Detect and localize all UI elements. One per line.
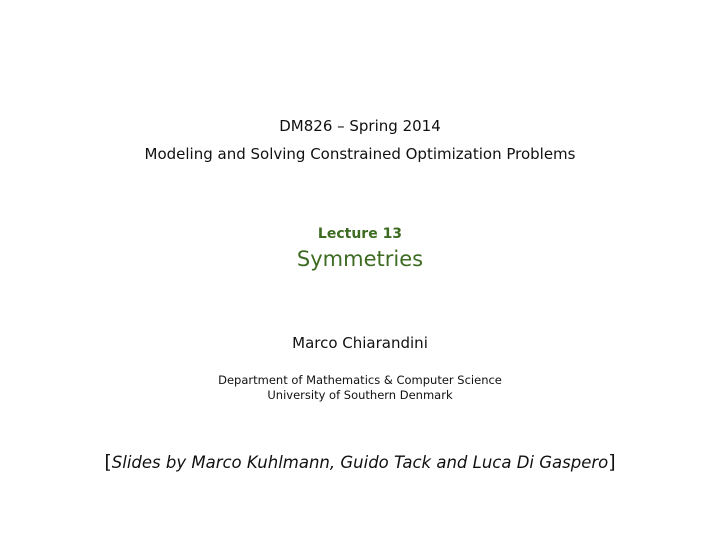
credits-open-bracket: [ xyxy=(104,451,112,473)
credits-close-bracket: ] xyxy=(608,451,616,473)
course-subtitle: Modeling and Solving Constrained Optimization Problems xyxy=(144,145,576,163)
university: University of Southern Denmark xyxy=(267,388,453,402)
lecture-number: Lecture 13 xyxy=(317,226,403,242)
course-heading: DM826 – Spring 2014 xyxy=(279,117,441,135)
slide-credits xyxy=(0,451,720,473)
department: Department of Mathematics & Computer Science xyxy=(218,373,502,387)
lecture-title: Symmetries xyxy=(296,247,424,271)
author-name: Marco Chiarandini xyxy=(292,334,428,352)
credits-text: Slides by Marco Kuhlmann, Guido Tack and Luca Di Gaspero xyxy=(111,453,609,472)
